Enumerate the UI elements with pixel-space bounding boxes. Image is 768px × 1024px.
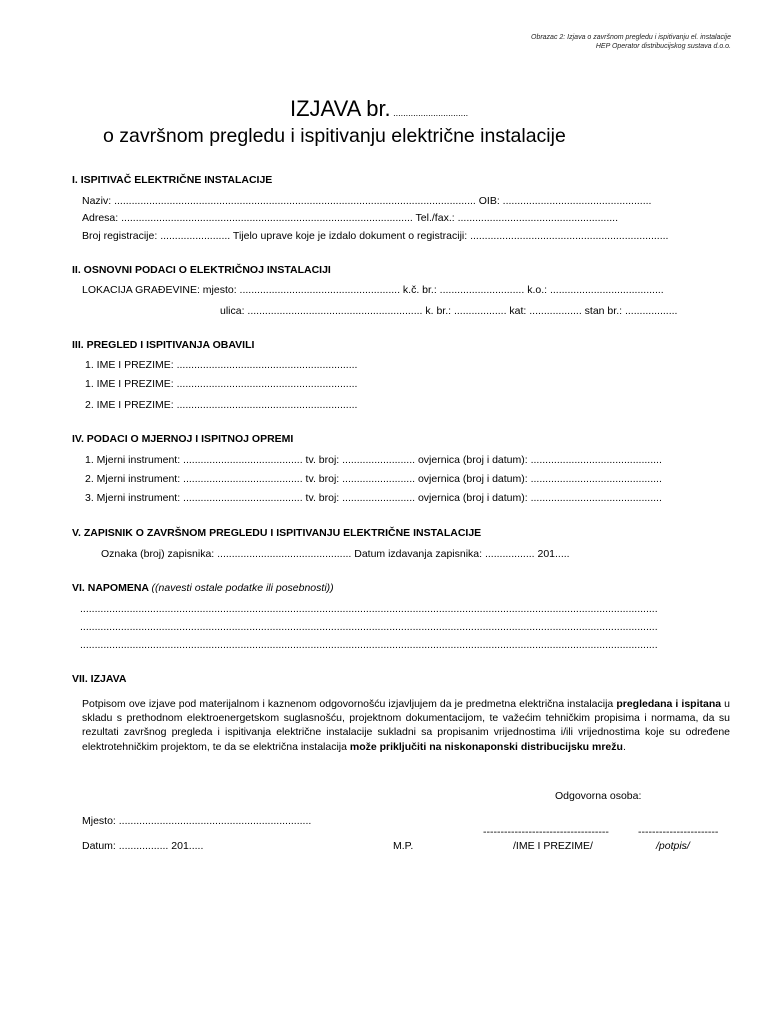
instrument-row: 2. Mjerni instrument: ......................................... tv. broj: ......................... ovjernica (broj i datum): ............................................. — [85, 473, 662, 485]
instrument-row: 1. Mjerni instrument: ......................................... tv. broj: ......................... ovjernica (broj i datum): ............................................. — [85, 454, 662, 466]
title-main: IZJAVA br. — [290, 96, 391, 121]
lokacija-line1: LOKACIJA GRAĐEVINE: mjesto: ....................................................... k.č. br.: ............................. k.o.: ....................................... — [82, 284, 664, 296]
izjava-text: . — [622, 740, 626, 753]
registracija-field: Broj registracije: ........................ Tijelo uprave koje je izdalo dokument o registraciji: .................................................................... — [82, 230, 669, 242]
section-4-heading: IV. PODACI O MJERNOJ I ISPITNOJ OPREMI — [72, 433, 294, 445]
form-header-line1: Obrazac 2: Izjava o završnom pregledu i ispitivanju el. instalacije — [531, 34, 731, 41]
napomena-title: VI. NAPOMENA — [72, 582, 149, 594]
izjava-paragraph — [82, 697, 730, 754]
instrument-row: 3. Mjerni instrument: ......................................... tv. broj: ......................... ovjernica (broj i datum): ............................................. — [85, 492, 662, 504]
adresa-field: Adresa: .................................................................................................... Tel./fax.: ....................................................... — [82, 212, 619, 224]
mjesto-field: Mjesto: .................................................................. — [82, 815, 312, 827]
section-5-heading: V. ZAPISNIK O ZAVRŠNOM PREGLEDU I ISPITIVANJU ELEKTRIČNE INSTALACIJE — [72, 527, 482, 539]
napomena-line: ...................................................................................................................................................................................................... — [80, 603, 658, 615]
napomena-note-text: (navesti ostale podatke ili posebnosti) — [155, 582, 331, 594]
izjava-text: Potpisom ove izjave pod materijalnom i kaznenom odgovornošću izjavljujem da je predmetna električna instalacija — [82, 698, 617, 710]
izjava-text: u skladu s prethodnom elektroenergetskom suglasnošću, projektnom dokumentacijom, te važećim tehničkim propisima i normama, da su rezultati završnog pregleda i ispitivanja električne instalacije sukladni sa propisanim vrijednostima i/ili vrijednostima koje su određene elektrotehničkim projektom, te da se električna instalacija — [82, 698, 730, 753]
section-7-heading: VII. IZJAVA — [72, 673, 127, 685]
napomena-line: ...................................................................................................................................................................................................... — [80, 621, 658, 633]
datum-field: Datum: ................. 201..... — [82, 840, 204, 852]
odgovorna-osoba-label: Odgovorna osoba: — [555, 790, 642, 802]
name-signature-line: ------------------------------------ — [483, 826, 609, 838]
izjava-bold-2: može priključiti na niskonaponski distribucijsku mrežu — [349, 740, 623, 753]
inspector-row: 1. IME I PREZIME: .............................................................. — [85, 359, 358, 371]
title-number-field: .............................. — [390, 108, 469, 118]
ime-prezime-label: /IME I PREZIME/ — [513, 840, 593, 852]
form-header-line2: HEP Operator distribucijskog sustava d.o.o. — [595, 43, 731, 50]
zapisnik-line: Oznaka (broj) zapisnika: .............................................. Datum izdavanja zapisnika: ................. 201..... — [101, 548, 570, 560]
izjava-bold-1: pregledana i ispitana — [616, 698, 722, 710]
section-2-heading: II. OSNOVNI PODACI O ELEKTRIČNOJ INSTALACIJI — [72, 264, 331, 276]
signature-line: ----------------------- — [638, 826, 719, 838]
inspector-row: 2. IME I PREZIME: .............................................................. — [85, 399, 358, 411]
section-1-heading: I. ISPITIVAČ ELEKTRIČNE INSTALACIJE — [72, 174, 273, 186]
page-title — [290, 96, 468, 122]
lokacija-line2: ulica: ............................................................ k. br.: .................. kat: .................. stan br.: .................. — [220, 305, 678, 317]
page-subtitle: o završnom pregledu i ispitivanju električne instalacije — [103, 125, 566, 147]
stamp-label: M.P. — [393, 840, 414, 852]
napomena-note: ((navesti ostale podatke ili posebnosti)) — [151, 582, 334, 594]
napomena-line: ...................................................................................................................................................................................................... — [80, 639, 658, 651]
inspector-row: 1. IME I PREZIME: .............................................................. — [85, 378, 358, 390]
potpis-label: /potpis/ — [656, 840, 690, 852]
section-6-heading — [72, 582, 334, 594]
naziv-field: Naziv: ............................................................................................................................ OIB: ................................................... — [82, 195, 652, 207]
section-3-heading: III. PREGLED I ISPITIVANJA OBAVILI — [72, 339, 255, 351]
